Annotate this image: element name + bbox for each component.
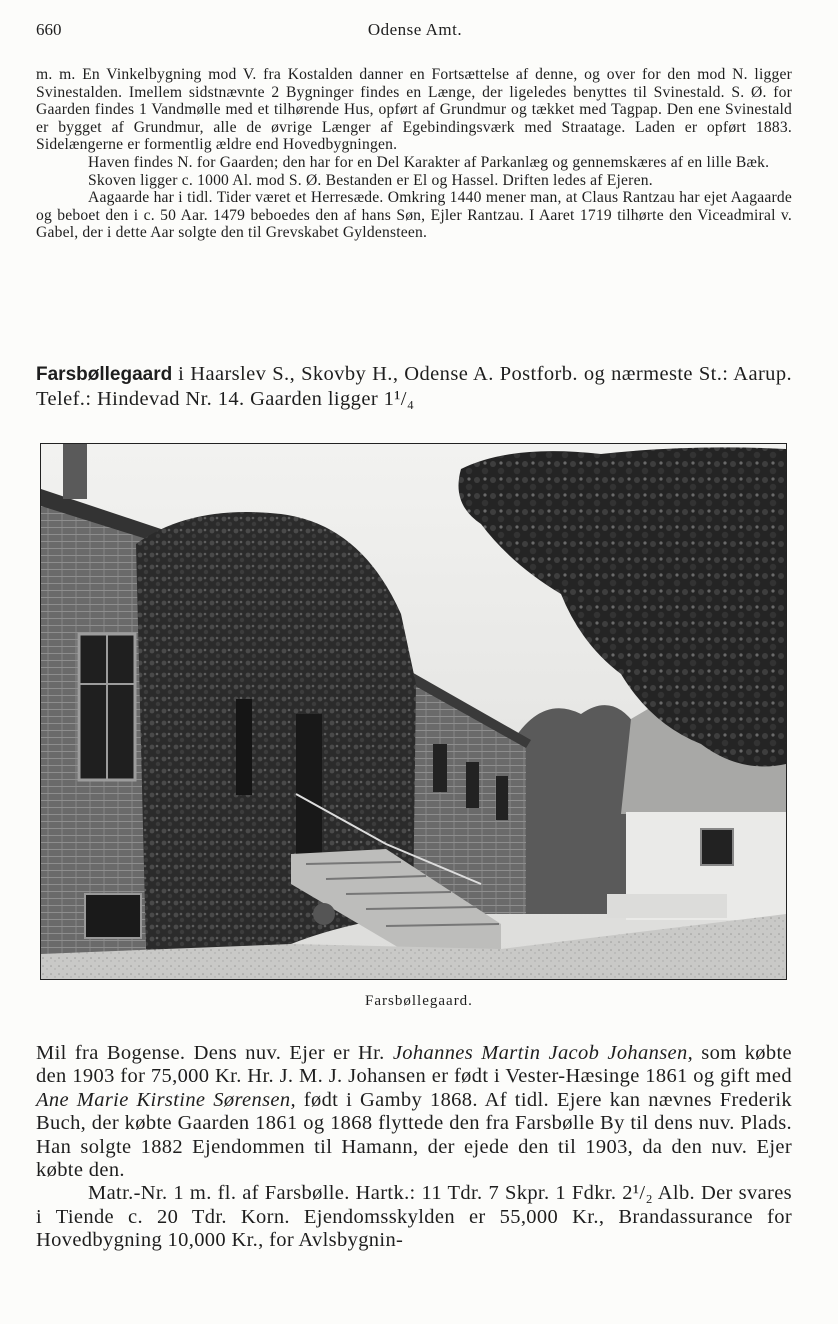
entry-intro: i Haarslev S., Skovby H., Odense A. Postforb. og nærmeste St.: Aarup. Telef.: Hindevad Nr. 14. Gaarden ligger 1¹/₄: [36, 363, 792, 410]
paragraph: Aagaarde har i tidl. Tider været et Herresæde. Omkring 1440 mener man, at Claus Rantzau har ejet Aagaarde og beboet den i c. 50 Aar. 1479 beboedes den af hans Søn, Ejler Rantzau. I Aaret 1719 tilhørte den Viceadmiral v. Gabel, der i dette Aar solgte den til Grevskabet Gyldensteen.: [36, 189, 792, 242]
owner-name: Johannes Martin Jacob Johansen,: [392, 1042, 694, 1064]
paragraph: Haven findes N. for Gaarden; den har for en Del Karakter af Parkanlæg og gennemskæres af en lille Bæk.: [88, 153, 770, 171]
wife-name: Ane Marie Kirstine Sørensen,: [36, 1088, 296, 1111]
paragraph-property: Matr.-Nr. 1 m. fl. af Farsbølle. Hartk.: 11 Tdr. 7 Skpr. 1 Fdkr. 2¹/₂ Alb. Der svares i Tiende c. 20 Tdr. Korn. Ejendomsskylden er 55,000 Kr., Brandassurance for Hovedbygning 10,000 Kr., for Avlsbygnin-: [36, 1182, 792, 1252]
paragraph: m. m. En Vinkelbygning mod V. fra Kostalden danner en Fortsættelse af denne, og over for den mod N. ligger Svinestalden. Imellem sidstnævnte 2 Bygninger findes en Længe, der ligeledes benyttes til Svinestald. S. Ø. for Gaarden findes 1 Vandmølle med et tilhørende Hus, opført af Grundmur og tækket med Tagpap. Den ene Svinestald er bygget af Grundmur, alle de øvrige Længer af Egebindingsværk med Straatage. Laden er opført 1883. Sidelængerne er formentlig ældre end Hovedbygningen.: [36, 66, 792, 154]
photo-caption: Farsbøllegaard.: [365, 993, 473, 1009]
paragraph-ownership: [36, 1042, 792, 1182]
entry-body: [36, 1042, 792, 1253]
page-number: 660: [36, 20, 62, 39]
continued-text: [36, 66, 792, 242]
text-run: som købte den 1903 for 75,000 Kr. Hr. J. M. J. Johansen er født i Vester-Hæsinge 1861 og gift med: [36, 1042, 792, 1088]
farm-photograph: [40, 443, 787, 980]
text-run: født i Gamby 1868. Af tidl. Ejere kan nævnes Frederik Buch, der købte Gaarden 1861 og 1868 flyttede den fra Farsbølle By til dens nuv. Plads. Han solgte 1882 Ejendommen til Hamann, der ejede den til 1903, da den nuv. Ejer købte den.: [36, 1088, 792, 1182]
page-header: [36, 20, 794, 44]
entry-heading: [36, 362, 792, 412]
text-run: Mil fra Bogense. Dens nuv. Ejer er Hr.: [36, 1042, 393, 1064]
running-head: Odense Amt.: [367, 20, 463, 39]
paragraph: Skoven ligger c. 1000 Al. mod S. Ø. Bestanden er El og Hassel. Driften ledes af Ejeren.: [88, 171, 653, 189]
farm-photo-illustration: [41, 444, 786, 979]
entry-name: Farsbøllegaard: [36, 364, 173, 385]
